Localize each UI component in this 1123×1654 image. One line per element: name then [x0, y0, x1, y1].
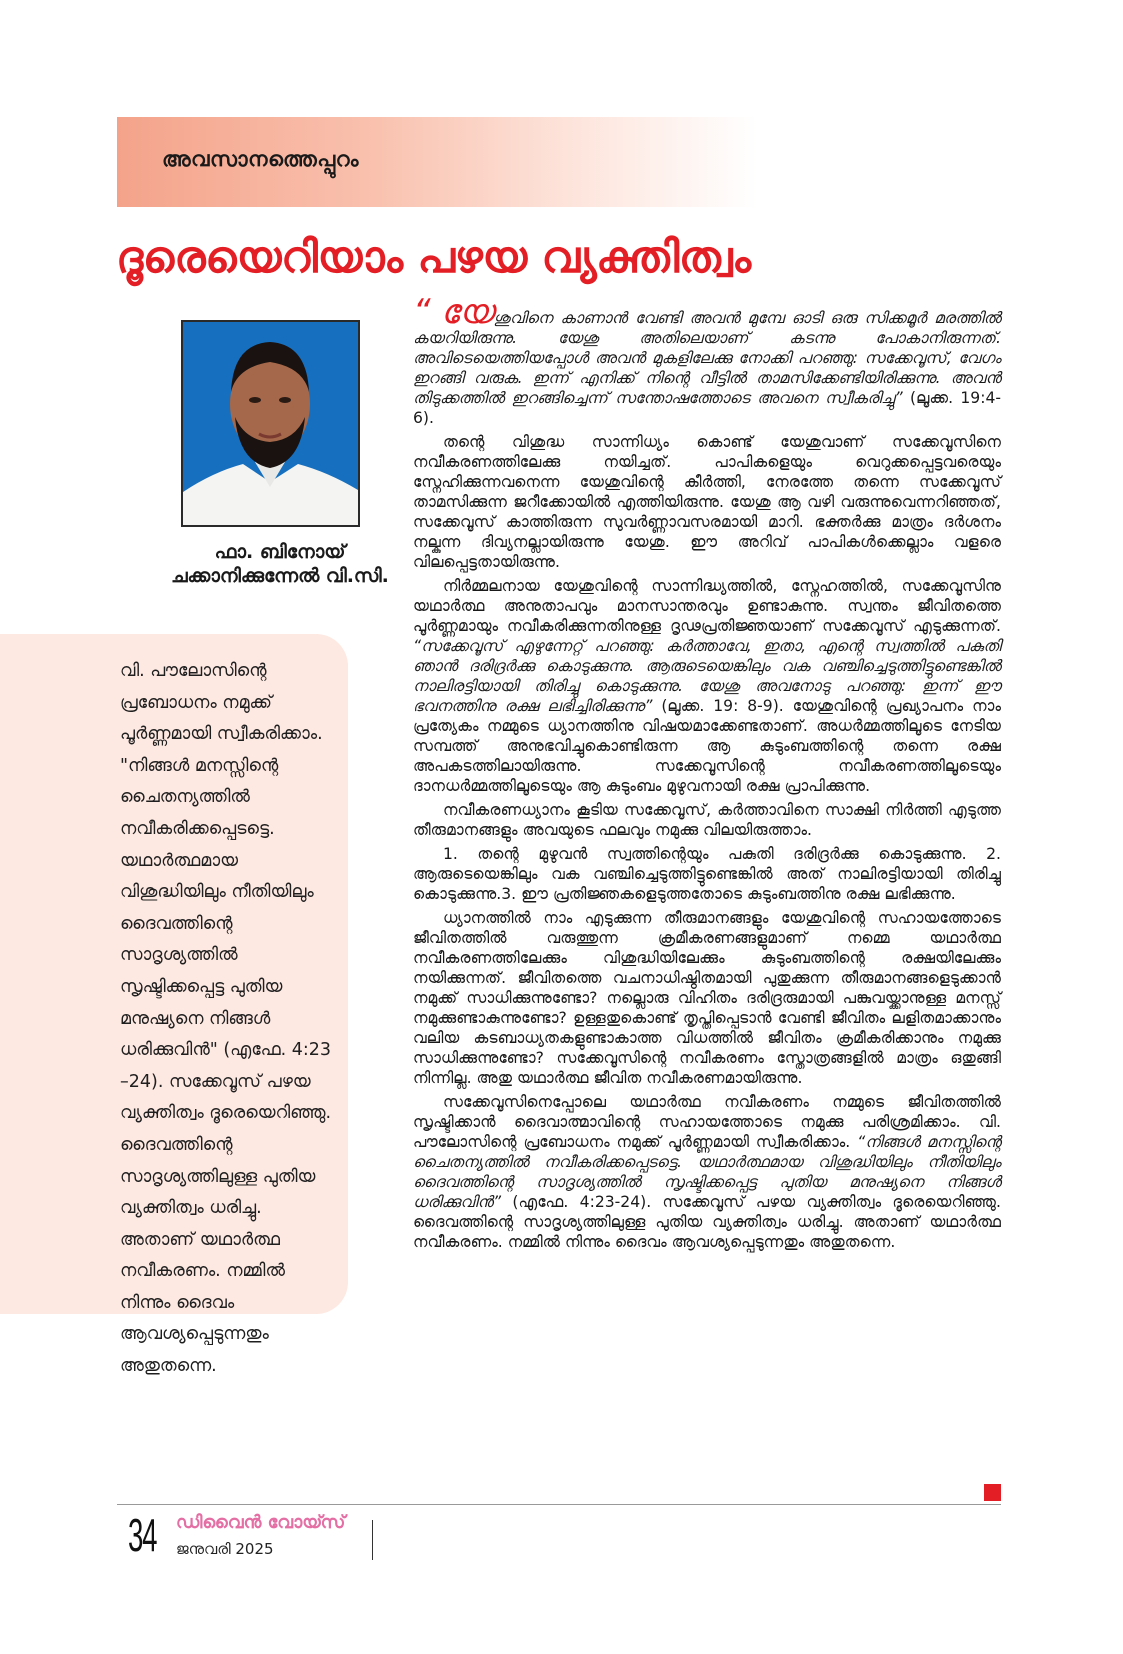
headline: ദൂരെയെറിയാം പഴയ വ്യക്തിത്വം: [116, 232, 751, 283]
magazine-name: ഡിവൈൻ വോയ്സ്: [176, 1512, 346, 1533]
section-label: അവസാനത്തെപ്പുറം: [162, 147, 359, 171]
opening-quote-mark: “: [413, 292, 431, 332]
article-paragraph-list: 1. തന്റെ മുഴുവൻ സ്വത്തിന്റെയും പകുതി ദരിദ്രർക്കു കൊടുക്കുന്നു. 2. ആരുടെയെങ്കിലും വക വഞ്ചിച്ചെടുത്തിട്ടുണ്ടെങ്കിൽ അത് നാലിരട്ടിയായി തിരിച്ചു കൊടുക്കുന്നു.3. ഈ പ്രതിജ്ഞകളെടുത്തതോടെ കുടുംബത്തിനു രക്ഷ ലഭിക്കുന്നു.: [413, 845, 1001, 903]
paragraph-text: (എഫേ. 4:23-24). സക്കേവൂസ് പഴയ വ്യക്തിത്വം ദൂരെയെറിഞ്ഞു. ദൈവത്തിന്റെ സാദൃശ്യത്തിലുള്ള പുതിയ വ്യക്തിത്വം ധരിച്ചു. അതാണ് യഥാർത്ഥ നവീകരണം. നമ്മിൽ നിന്നും ദൈവം ആവശ്യപ്പെടുന്നതും അതുതന്നെ.: [413, 1193, 1001, 1251]
author-name-line1: ഫാ. ബിനോയ്: [214, 541, 346, 563]
article-paragraph: നവീകരണധ്യാനം കൂടിയ സക്കേവൂസ്, കർത്താവിനെ സാക്ഷി നിർത്തി എടുത്ത തീരുമാനങ്ങളും അവയുടെ ഫലവും നമുക്കു വിലയിരുത്താം.: [413, 801, 1001, 839]
author-portrait-icon: [183, 322, 358, 525]
section-band: [117, 117, 757, 207]
scripture-quote: “നിങ്ങൾ മനസ്സിന്റെ ചൈതന്യത്തിൽ നവീകരിക്കപ്പെടട്ടെ. യഥാർത്ഥമായ വിശുദ്ധിയിലും നീതിയിലും ദൈവത്തിന്റെ സാദൃശ്യത്തിൽ സൃഷ്ടിക്കപ്പെട്ട പുതിയ മനുഷ്യനെ നിങ്ങൾ ധരിക്കുവിൻ”: [413, 1133, 1002, 1211]
paragraph-text: (ലൂക്ക. 19: 8-9). യേശുവിന്റെ പ്രഖ്യാപനം നാം പ്രത്യേകം നമ്മുടെ ധ്യാനത്തിനു വിഷയമാക്കേണ്ടതാണ്. അധർമ്മത്തിലൂടെ നേടിയ സമ്പത്ത് അനുഭവിച്ചുകൊണ്ടിരുന്ന ആ കുടുംബത്തിന്റെ തന്നെ രക്ഷ അപകടത്തിലായിരുന്നു. സക്കേവൂസിന്റെ നവീകരണത്തിലൂടെയും ദാനധർമ്മത്തിലൂടെയും ആ കുടുംബം മുഴുവനായി രക്ഷ പ്രാപിക്കുന്നു.: [413, 697, 1001, 795]
article-paragraph: [413, 1092, 1001, 1252]
lead-reference: (ലൂക്ക. 19:4-6).: [413, 389, 1001, 427]
article-paragraph: ധ്യാനത്തിൽ നാം എടുക്കുന്ന തീരുമാനങ്ങളും യേശുവിന്റെ സഹായത്തോടെ ജീവിതത്തിൽ വരുത്തുന്ന ക്രമീകരണങ്ങളുമാണ് നമ്മെ യഥാർത്ഥ നവീകരണത്തിലേക്കും വിശുദ്ധിയിലേക്കും കുടുംബത്തിന്റെ രക്ഷയിലേക്കും നയിക്കുന്നത്. ജീവിതത്തെ വചനാധിഷ്ഠിതമായി പുതുക്കുന്ന തീരുമാനങ്ങളെടുക്കാൻ നമുക്ക് സാധിക്കുന്നുണ്ടോ? നല്ലൊരു വിഹിതം ദരിദ്രരുമായി പങ്കുവയ്ക്കാനുള്ള മനസ്സ് നമുക്കുണ്ടാകുന്നുണ്ടോ? ഉള്ളതുകൊണ്ട് തൃപ്തിപ്പെടാൻ വേണ്ടി ജീവിതം ലളിതമാക്കാനും വലിയ കടബാധ്യതകളുണ്ടാകാത്ത വിധത്തിൽ ജീവിതം ക്രമീകരിക്കാനും നമുക്കു സാധിക്കുന്നുണ്ടോ? സക്കേവൂസിന്റെ നവീകരണം സ്തോത്രങ്ങളിൽ മാത്രം ഒതുങ്ങി നിന്നില്ല. അതു യഥാർത്ഥ ജീവിത നവീകരണമായിരുന്നു.: [413, 909, 1001, 1087]
article-lead-paragraph: [413, 292, 1001, 428]
paragraph-text: സക്കേവൂസിനെപ്പോലെ യഥാർത്ഥ നവീകരണം നമ്മുടെ ജീവിതത്തിൽ സൃഷ്ടിക്കാൻ ദൈവാത്മാവിന്റെ സഹായത്തോടെ നമുക്കു പരിശ്രമിക്കാം. വി. പൗലോസിന്റെ പ്രബോധനം നമുക്ക് പൂർണ്ണമായി സ്വീകരിക്കാം.: [413, 1093, 1001, 1151]
lead-text: ശുവിനെ കാണാൻ വേണ്ടി അവൻ മുമ്പേ ഓടി ഒരു സിക്കമൂർ മരത്തിൽ കയറിയിരുന്നു. യേശു അതിലെയാണ് കടന്നു പോകാനിരുന്നത്. അവിടെയെത്തിയപ്പോൾ അവൻ മുകളിലേക്കു നോക്കി പറഞ്ഞു: സക്കേവൂസ്, വേഗം ഇറങ്ങി വരുക. ഇന്ന് എനിക്ക് നിന്റെ വീട്ടിൽ താമസിക്കേണ്ടിയിരിക്കുന്നു. അവൻ തിടുക്കത്തിൽ ഇറങ്ങിച്ചെന്ന് സന്തോഷത്തോടെ അവനെ സ്വീകരിച്ചു”: [413, 309, 1001, 407]
author-photo: [181, 320, 360, 527]
article-body: [413, 292, 1002, 1256]
footer-divider: [372, 1520, 373, 1560]
author-byline: [120, 540, 440, 588]
pullquote-text: വി. പൗലോസിന്റെ പ്രബോധനം നമുക്ക് പൂർണ്ണമായി സ്വീകരിക്കാം. "നിങ്ങൾ മനസ്സിന്റെ ചൈതന്യത്തിൽ നവീകരിക്കപ്പെടട്ടെ. യഥാർത്ഥമായ വിശുദ്ധിയിലും നീതിയിലും ദൈവത്തിന്റെ സാദൃശ്യത്തിൽ സൃഷ്ടിക്കപ്പെട്ട പുതിയ മനുഷ്യനെ നിങ്ങൾ ധരിക്കുവിൻ" (എഫേ. 4:23 –24). സക്കേവൂസ് പഴയ വ്യക്തിത്വം ദൂരെയെറിഞ്ഞു. ദൈവത്തിന്റെ സാദൃശ്യത്തിലുള്ള പുതിയ വ്യക്തിത്വം ധരിച്ചു. അതാണ് യഥാർത്ഥ നവീകരണം. നമ്മിൽ നിന്നും ദൈവം ആവശ്യപ്പെടുന്നതും അതുതന്നെ.: [120, 661, 332, 1377]
footer-rule: [117, 1504, 1001, 1505]
author-name-line2: ചക്കാനിക്കുന്നേൽ വി.സി.: [171, 565, 389, 587]
paragraph-text: നിർമ്മലനായ യേശുവിന്റെ സാന്നിദ്ധ്യത്തിൽ, സ്നേഹത്തിൽ, സക്കേവൂസിനു യഥാർത്ഥ അനുതാപവും മാനസാന്തരവും ഉണ്ടാകുന്നു. സ്വന്തം ജീവിതത്തെ പൂർണ്ണമായും നവീകരിക്കുന്നതിനുള്ള ദൃഢപ്രതിജ്ഞയാണ് സക്കേവൂസ് എടുക്കുന്നത്.: [413, 577, 1001, 635]
pullquote-box: [0, 634, 348, 1377]
drop-cap: യേ: [440, 292, 494, 332]
page-number: 34: [128, 1509, 157, 1561]
scripture-quote: “സക്കേവൂസ് എഴുന്നേറ്റ് പറഞ്ഞു: കർത്താവേ, ഇതാ, എന്റെ സ്വത്തിൽ പകുതി ഞാൻ ദരിദ്രർക്കു കൊടുക്കുന്നു. ആരുടെയെങ്കിലും വക വഞ്ചിച്ചെടുത്തിട്ടുണ്ടെങ്കിൽ നാലിരട്ടിയായി തിരിച്ചു കൊടുക്കുന്നു. യേശു അവനോടു പറഞ്ഞു: ഇന്ന് ഈ ഭവനത്തിനു രക്ഷ ലഭിച്ചിരിക്കുന്നു”: [413, 637, 1001, 715]
issue-date: ജനുവരി 2025: [176, 1540, 274, 1558]
end-of-article-square-icon: [984, 1484, 1001, 1501]
article-paragraph: തന്റെ വിശുദ്ധ സാന്നിധ്യം കൊണ്ട് യേശുവാണ് സക്കേവൂസിനെ നവീകരണത്തിലേക്കു നയിച്ചത്. പാപികളെയും വെറുക്കപ്പെട്ടവരെയും സ്നേഹിക്കുന്നവനെന്ന യേശുവിന്റെ കീർത്തി, നേരത്തേ തന്നെ സക്കേവൂസ് താമസിക്കുന്ന ജറീക്കോയിൽ എത്തിയിരുന്നു. യേശു ആ വഴി വരുന്നുവെന്നറിഞ്ഞത്, സക്കേവൂസ് കാത്തിരുന്ന സുവർണ്ണാവസരമായി മാറി. ഭക്തർക്കു മാത്രം ദർശനം നല്കുന്ന ദിവ്യനല്ലായിരുന്നു യേശു. ഈ അറിവ് പാപികൾക്കെല്ലാം വളരെ വിലപ്പെട്ടതായിരുന്നു.: [413, 433, 1001, 571]
article-paragraph: [413, 576, 1001, 796]
